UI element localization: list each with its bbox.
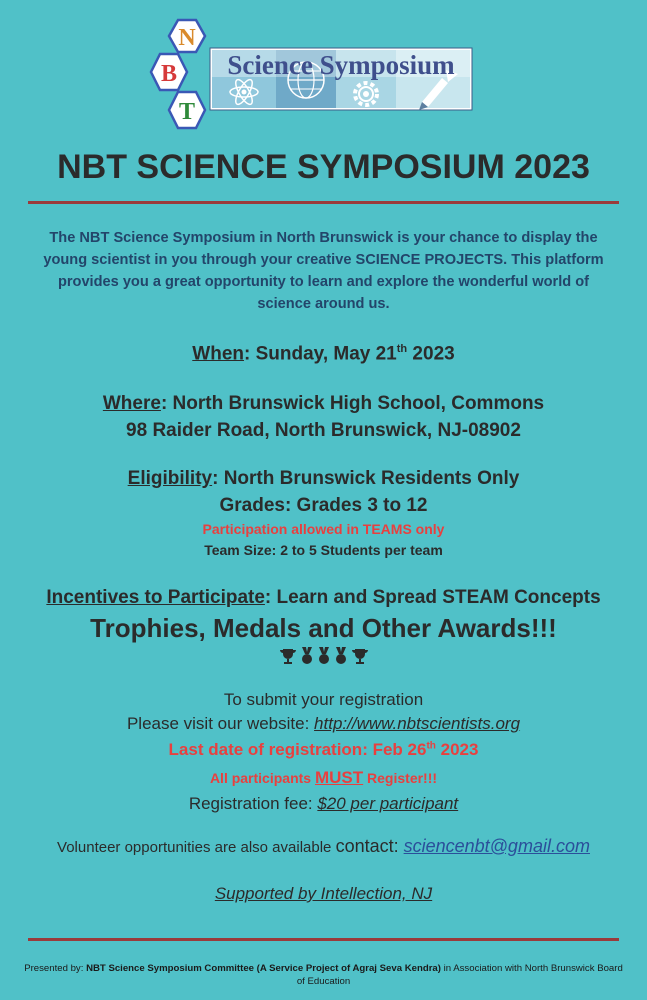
deadline-sup: th [426, 740, 436, 752]
registration-intro: To submit your registration [223, 690, 424, 709]
where-line [0, 393, 647, 415]
deadline-line [0, 740, 647, 760]
medal-icon [300, 647, 314, 665]
science-symposium-banner [210, 48, 472, 110]
awards-line: Trophies, Medals and Other Awards!!! [90, 613, 557, 643]
deadline-text: Last date of registration: Feb 26 [168, 740, 427, 759]
intro-paragraph: The NBT Science Symposium in North Brunswick is your chance to display the young scientist in you through your creative SCIENCE PROJECTS. This platform provides you a great opportunity to learn and explore the wonderful world of science around us. [43, 230, 604, 312]
when-value: : Sunday, May 21 [244, 343, 397, 365]
incentives-line [0, 587, 647, 609]
contact-label: contact: [335, 836, 404, 856]
logo-letter-t: T [178, 99, 196, 125]
incentives-value: : Learn and Spread STEAM Concepts [264, 587, 601, 608]
team-size: Team Size: 2 to 5 Students per team [204, 542, 443, 558]
volunteer-line [0, 836, 647, 857]
where-label: Where [102, 393, 161, 414]
fee-label: Registration fee: [188, 794, 318, 813]
where-venue: : North Brunswick High School, Commons [160, 393, 545, 414]
trophy-icon [351, 647, 369, 665]
deadline-year: 2023 [435, 740, 479, 759]
logo-letter-b: B [160, 61, 178, 87]
must-prefix: All participants [209, 770, 315, 786]
when-line [0, 343, 647, 365]
footer-association: in Association with North Brunswick Board of Education [296, 963, 623, 987]
when-label: When [192, 343, 244, 365]
supported-by: Supported by Intellection, NJ [214, 884, 433, 903]
trophy-icon [279, 647, 297, 665]
website-line [0, 714, 647, 734]
must-suffix: Register!!! [363, 770, 438, 786]
when-year: 2023 [407, 343, 455, 365]
bottom-divider [28, 938, 619, 941]
volunteer-text: Volunteer opportunities are also available [57, 839, 336, 856]
eligibility-value: : North Brunswick Residents Only [212, 468, 520, 489]
fee-value: $20 per participant [317, 794, 459, 813]
eligibility-label: Eligibility [127, 468, 213, 489]
teams-note: Participation allowed in TEAMS only [202, 521, 445, 537]
medal-icon [334, 647, 348, 665]
symposium-logo [140, 18, 480, 136]
medal-icon [317, 647, 331, 665]
fee-line [0, 794, 647, 814]
must-word: MUST [314, 768, 364, 787]
incentives-label: Incentives to Participate [46, 587, 265, 608]
eligibility-line [0, 468, 647, 490]
when-sup: th [396, 343, 408, 355]
contact-email-link[interactable]: sciencenbt@gmail.com [403, 836, 590, 856]
footer-presented-by: Presented by: [24, 963, 87, 974]
banner-title: Science Symposium [227, 50, 455, 80]
awards-icons [0, 647, 647, 665]
logo-letter-n: N [178, 25, 196, 51]
website-label: Please visit our website: [126, 714, 315, 733]
page-title: NBT SCIENCE SYMPOSIUM 2023 [57, 148, 590, 186]
footer [20, 962, 627, 988]
nbt-hexagon-logo [151, 20, 205, 128]
grades-line: Grades: Grades 3 to 12 [219, 495, 428, 516]
website-link[interactable]: http://www.nbtscientists.org [314, 714, 521, 733]
must-register-line [0, 768, 647, 788]
top-divider [28, 201, 619, 204]
footer-committee: NBT Science Symposium Committee (A Service Project of Agraj Seva Kendra) [86, 963, 441, 974]
where-address: 98 Raider Road, North Brunswick, NJ-08902 [126, 420, 521, 441]
